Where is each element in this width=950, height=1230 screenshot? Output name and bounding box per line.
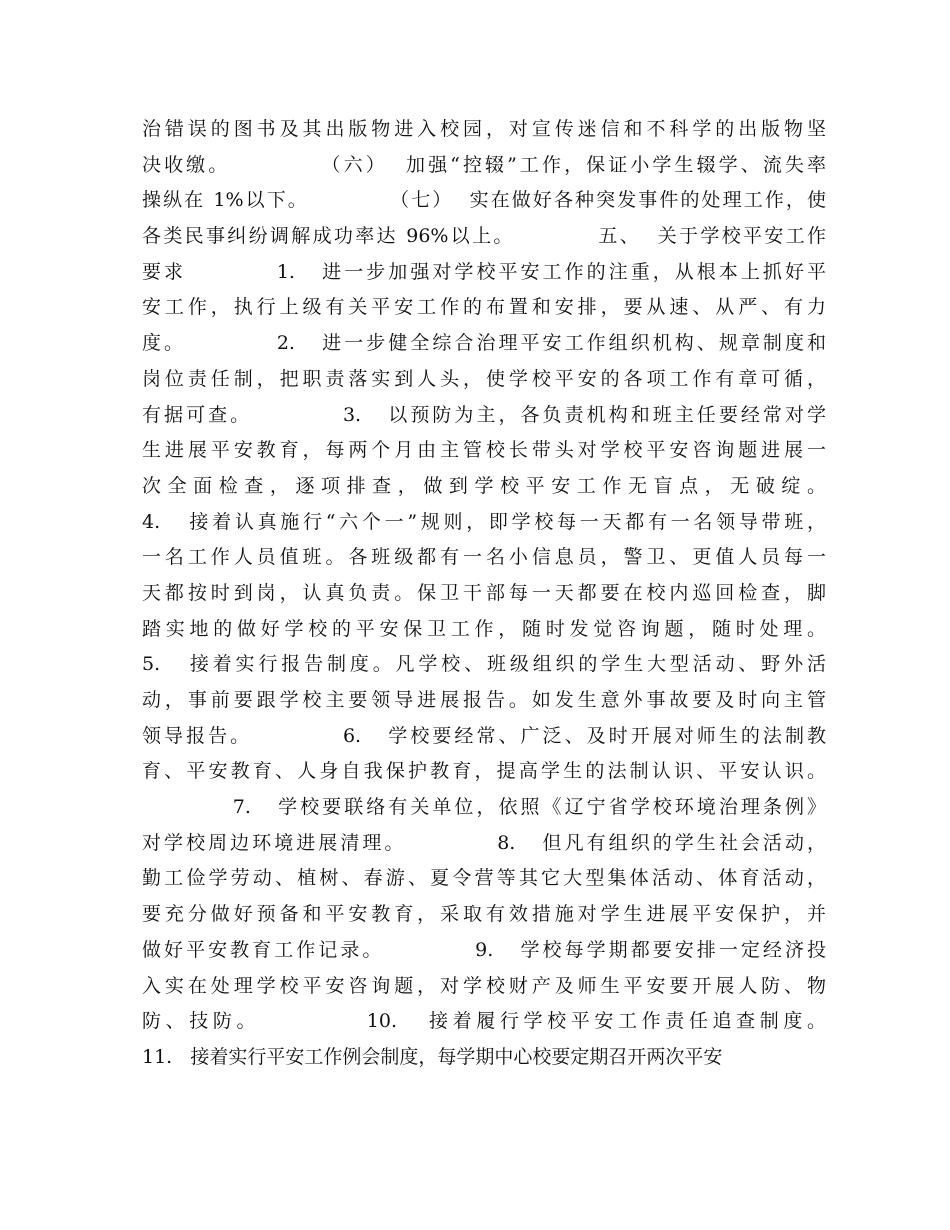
- text-line: 勤工俭学劳动、植树、春游、夏令营等其它大型集体活动、体育活动，: [142, 867, 826, 890]
- text-line: 治错误的图书及其出版物进入校园，对宣传迷信和不科学的出版物坚: [142, 118, 826, 140]
- text-line: 各类民事纠纷调解成功率达 96%以上。 五、 关于学校平安工作: [142, 225, 826, 248]
- text-line: 做好平安教育工作记录。 9. 学校每学期都要安排一定经济投: [142, 938, 826, 961]
- text-line: 要充分做好预备和平安教育，采取有效措施对学生进展平安保护，并: [142, 903, 826, 926]
- text-line: 安工作，执行上级有关平安工作的布置和安排，要从速、从严、有力: [142, 296, 826, 319]
- text-line: 操纵在 1%以下。 （七） 实在做好各种突发事件的处理工作，使: [142, 189, 826, 212]
- text-line: 决收缴。 （六） 加强“控辍”工作，保证小学生辍学、流失率: [142, 153, 826, 176]
- text-line: 踏实地的做好学校的平安保卫工作，随时发觉咨询题，随时处理。: [142, 617, 826, 640]
- text-line: 要求 1. 进一步加强对学校平安工作的注重，从根本上抓好平: [142, 260, 826, 283]
- text-line: 有据可查。 3. 以预防为主，各负责机构和班主任要经常对学: [142, 403, 826, 426]
- text-line: 对学校周边环境进展清理。 8. 但凡有组织的学生社会活动，: [142, 831, 826, 854]
- text-line: 防、技防。 10. 接着履行学校平安工作责任追查制度。: [142, 1010, 826, 1033]
- text-line: 5. 接着实行报告制度。凡学校、班级组织的学生大型活动、野外活: [142, 653, 826, 676]
- document-body: [142, 112, 826, 1076]
- text-line: 次全面检查，逐项排查，做到学校平安工作无盲点，无破绽。: [142, 474, 826, 497]
- text-line: 一名工作人员值班。各班级都有一名小信息员，警卫、更值人员每一: [142, 546, 826, 569]
- text-line: 动，事前要跟学校主要领导进展报告。如发生意外事故要及时向主管: [142, 689, 826, 711]
- text-line: 天都按时到岗，认真负责。保卫干部每一天都要在校内巡回检查，脚: [142, 581, 826, 604]
- text-line: 度。 2. 进一步健全综合治理平安工作组织机构、规章制度和: [142, 332, 826, 355]
- text-line: 入实在处理学校平安咨询题，对学校财产及师生平安要开展人防、物: [142, 974, 826, 997]
- text-line: 领导报告。 6. 学校要经常、广泛、及时开展对师生的法制教: [142, 724, 826, 747]
- text-line: 11. 接着实行平安工作例会制度，每学期中心校要定期召开两次平安: [142, 1045, 723, 1068]
- text-line: 生进展平安教育，每两个月由主管校长带头对学校平安咨询题进展一: [142, 439, 826, 462]
- text-line: 育、平安教育、人身自我保护教育，提高学生的法制认识、平安认识。: [142, 760, 826, 783]
- text-line: 岗位责任制，把职责落实到人头，使学校平安的各项工作有章可循，: [142, 367, 826, 390]
- text-line: 4. 接着认真施行“六个一”规则，即学校每一天都有一名领导带班，: [142, 510, 826, 533]
- text-line: 7. 学校要联络有关单位，依照《辽宁省学校环境治理条例》: [142, 796, 826, 819]
